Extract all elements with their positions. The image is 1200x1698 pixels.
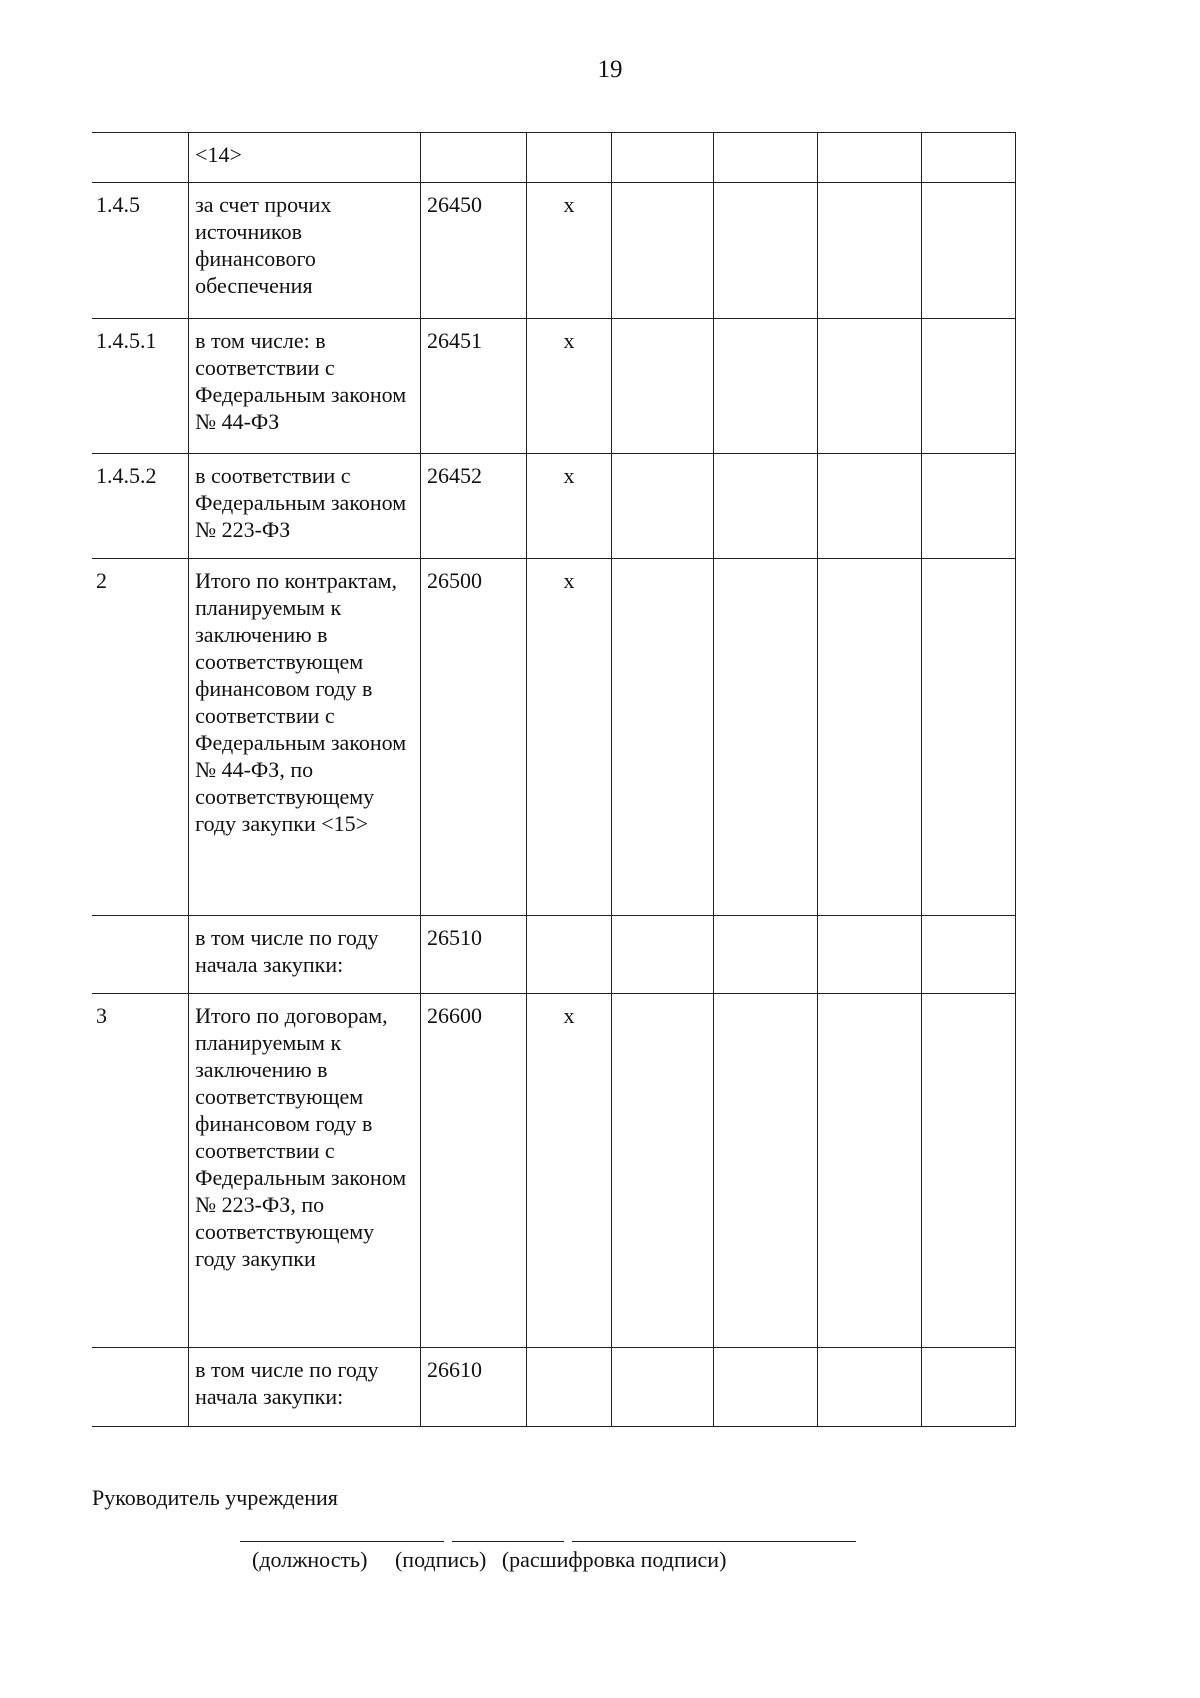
table-row <box>92 916 1016 994</box>
table-row <box>92 319 1016 454</box>
row-name: Итого по договорам, планируемым к заключению в соответствующем финансовом году в соответствии с Федеральным законом № 223-ФЗ, по соответствующему году закупки <box>189 994 421 1348</box>
empty-cell <box>817 183 922 319</box>
empty-cell <box>713 1348 817 1427</box>
empty-cell <box>612 916 714 994</box>
table-row <box>92 559 1016 916</box>
row-code: 26452 <box>421 454 527 559</box>
row-number: 1.4.5.1 <box>92 319 189 454</box>
table-row <box>92 1348 1016 1427</box>
row-code: 26451 <box>421 319 527 454</box>
empty-cell <box>612 319 714 454</box>
row-number: 2 <box>92 559 189 916</box>
empty-cell <box>817 916 922 994</box>
empty-cell <box>713 454 817 559</box>
page-number: 19 <box>597 56 623 83</box>
row-number: 1.4.5 <box>92 183 189 319</box>
empty-cell <box>922 559 1016 916</box>
row-name: в соответствии с Федеральным законом № 223-ФЗ <box>189 454 421 559</box>
row-code: 26500 <box>421 559 527 916</box>
empty-cell <box>612 1348 714 1427</box>
row-number: 3 <box>92 994 189 1348</box>
empty-cell <box>713 183 817 319</box>
empty-cell <box>612 133 714 183</box>
row-number <box>92 916 189 994</box>
row-code: 26610 <box>421 1348 527 1427</box>
empty-cell <box>713 319 817 454</box>
row-name: за счет прочих источников финансового обеспечения <box>189 183 421 319</box>
empty-cell <box>817 133 922 183</box>
empty-cell <box>612 559 714 916</box>
empty-cell <box>612 183 714 319</box>
row-mark: х <box>526 559 611 916</box>
empty-cell <box>713 559 817 916</box>
signature-title: Руководитель учреждения <box>92 1485 338 1510</box>
empty-cell <box>922 1348 1016 1427</box>
signature-block <box>92 1485 992 1572</box>
empty-cell <box>922 916 1016 994</box>
table-row <box>92 994 1016 1348</box>
row-mark <box>526 1348 611 1427</box>
row-name: <14> <box>189 133 421 183</box>
row-mark <box>526 916 611 994</box>
row-number: 1.4.5.2 <box>92 454 189 559</box>
row-name: в том числе: в соответствии с Федеральным законом № 44-ФЗ <box>189 319 421 454</box>
row-mark: х <box>526 183 611 319</box>
row-code: 26510 <box>421 916 527 994</box>
empty-cell <box>612 994 714 1348</box>
signature-captions <box>252 1547 726 1573</box>
row-name: в том числе по году начала закупки: <box>189 916 421 994</box>
row-number <box>92 133 189 183</box>
empty-cell <box>922 454 1016 559</box>
empty-cell <box>922 133 1016 183</box>
row-mark <box>526 133 611 183</box>
row-mark: х <box>526 454 611 559</box>
empty-cell <box>713 133 817 183</box>
signature-lines <box>240 1541 840 1543</box>
table-row <box>92 133 1016 183</box>
empty-cell <box>713 916 817 994</box>
empty-cell <box>817 559 922 916</box>
procurement-table <box>92 132 1016 1427</box>
position-line <box>240 1541 444 1542</box>
row-mark: х <box>526 994 611 1348</box>
row-mark: х <box>526 319 611 454</box>
row-name: в том числе по году начала закупки: <box>189 1348 421 1427</box>
row-number <box>92 1348 189 1427</box>
table-row <box>92 183 1016 319</box>
empty-cell <box>922 183 1016 319</box>
empty-cell <box>817 319 922 454</box>
signature-caption: (подпись) <box>394 1547 487 1572</box>
empty-cell <box>612 454 714 559</box>
empty-cell <box>922 319 1016 454</box>
row-code: 26450 <box>421 183 527 319</box>
empty-cell <box>922 994 1016 1348</box>
table-row <box>92 454 1016 559</box>
empty-cell <box>713 994 817 1348</box>
decryption-line <box>572 1541 856 1542</box>
empty-cell <box>817 994 922 1348</box>
empty-cell <box>817 454 922 559</box>
signature-line <box>452 1541 564 1542</box>
empty-cell <box>817 1348 922 1427</box>
row-name: Итого по контрактам, планируемым к заключению в соответствующем финансовом году в соответствии с Федеральным законом № 44-ФЗ, по соответствующему году закупки <15> <box>189 559 421 916</box>
row-code <box>421 133 527 183</box>
decryption-caption: (расшифровка подписи) <box>501 1547 727 1572</box>
row-code: 26600 <box>421 994 527 1348</box>
position-caption: (должность) <box>252 1547 368 1572</box>
